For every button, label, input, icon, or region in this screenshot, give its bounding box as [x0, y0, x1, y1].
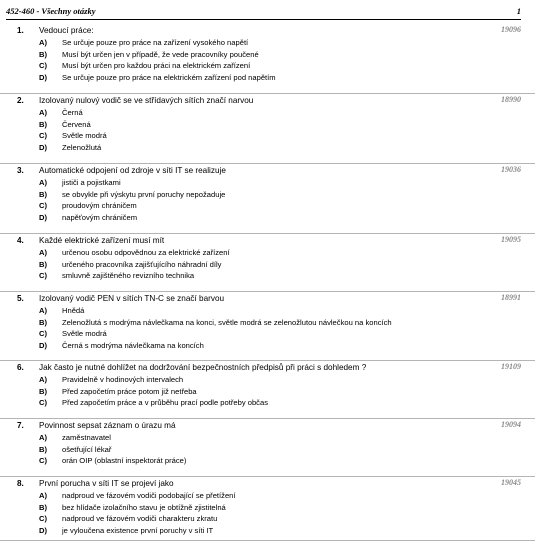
answer-text: Se určuje pouze pro práce na elektrickém zařízení pod napětím: [62, 73, 276, 83]
answer-option: [0, 433, 535, 445]
answer-letter: A): [39, 108, 48, 117]
question-id: 18991: [501, 293, 521, 302]
answer-text: určeného pracovníka zajišťujícího náhradní díly: [62, 259, 222, 269]
answer-option: [0, 526, 535, 538]
answer-text: proudovým chráničem: [62, 201, 137, 211]
answer-text: ošetřující lékař: [62, 444, 112, 454]
answer-letter: C): [39, 201, 48, 211]
answer-text: Zelenožlutá s modrýma návlečkama na konci, světle modrá se zelenožlutou návlečkou na koncích: [62, 317, 392, 327]
answer-option: [0, 375, 535, 387]
question-block: [0, 477, 535, 541]
answer-text: Hnědá: [62, 306, 85, 315]
question-block: [0, 234, 535, 292]
answer-text: určenou osobu odpovědnou za elektrické zařízení: [62, 248, 230, 257]
question-number: 8.: [17, 479, 24, 488]
answer-option: [0, 120, 535, 132]
answer-letter: D): [39, 341, 48, 351]
answer-text: jističi a pojistkami: [62, 178, 121, 187]
question-id: 19109: [501, 362, 521, 371]
question-number: 4.: [17, 236, 24, 245]
answer-option: [0, 108, 535, 120]
answer-letter: C): [39, 398, 48, 408]
question-id: 19096: [501, 25, 521, 34]
answer-option: [0, 387, 535, 399]
answer-letter: B): [39, 189, 48, 199]
answer-text: napěťovým chráničem: [62, 213, 138, 223]
question-text: Automatické odpojení od zdroje v síti IT se realizuje: [39, 166, 226, 175]
answer-option: [0, 260, 535, 272]
answer-option: [0, 143, 535, 155]
question-header: [0, 24, 535, 38]
question-id: 19094: [501, 420, 521, 429]
answer-text: nadproud ve fázovém vodiči podobající se přetížení: [62, 491, 236, 500]
header-title: 452-460 - Všechny otázky: [6, 6, 96, 16]
answer-text: orán OIP (oblastní inspektorát práce): [62, 456, 187, 466]
question-header: [0, 361, 535, 375]
question-id: 19095: [501, 235, 521, 244]
question-header: [0, 477, 535, 491]
answer-option: [0, 445, 535, 457]
answer-text: se obvykle při výskytu první poruchy nepožaduje: [62, 189, 226, 199]
answer-option: [0, 73, 535, 85]
question-id: 18990: [501, 95, 521, 104]
answer-letter: D): [39, 143, 48, 153]
answer-option: [0, 456, 535, 468]
answer-option: [0, 213, 535, 225]
answer-option: [0, 190, 535, 202]
question-number: 5.: [17, 294, 24, 303]
question-block: [0, 94, 535, 164]
question-number: 3.: [17, 166, 24, 175]
answer-letter: D): [39, 73, 48, 83]
answer-option: [0, 329, 535, 341]
answer-letter: A): [39, 178, 48, 187]
answer-text: bez hlídače izolačního stavu je obtížně zjistitelná: [62, 502, 226, 512]
question-header: [0, 234, 535, 248]
question-text: První porucha v síti IT se projeví jako: [39, 479, 174, 488]
answer-option: [0, 178, 535, 190]
answer-letter: D): [39, 213, 48, 223]
answer-text: Černá s modrýma návlečkama na koncích: [62, 341, 204, 351]
answer-option: [0, 50, 535, 62]
answer-text: Světle modrá: [62, 131, 107, 141]
answer-option: [0, 61, 535, 73]
answer-option: [0, 514, 535, 526]
answer-text: Světle modrá: [62, 329, 107, 339]
answer-option: [0, 398, 535, 410]
question-text: Jak často je nutné dohlížet na dodržování bezpečnostních předpisů při práci s dohledem ?: [39, 363, 367, 372]
answer-option: [0, 341, 535, 353]
question-block: [0, 164, 535, 234]
answer-letter: C): [39, 61, 48, 71]
answer-option: [0, 491, 535, 503]
answer-text: Před započetím práce a v průběhu prací podle potřeby občas: [62, 398, 268, 408]
question-number: 7.: [17, 421, 24, 430]
answer-text: Zelenožlutá: [62, 143, 102, 153]
answer-option: [0, 131, 535, 143]
answer-letter: B): [39, 386, 48, 396]
question-list: [0, 24, 535, 541]
question-id: 19036: [501, 165, 521, 174]
question-text: Izolovaný nulový vodič se ve střídavých sítích značí narvou: [39, 96, 254, 105]
question-text: Každé elektrické zařízení musí mít: [39, 236, 165, 245]
question-block: [0, 292, 535, 361]
answer-letter: B): [39, 502, 48, 512]
question-block: [0, 24, 535, 94]
question-header: [0, 419, 535, 433]
answer-letter: C): [39, 456, 48, 466]
answer-letter: A): [39, 433, 48, 442]
answer-text: Musí být určen pro každou práci na elektrickém zařízení: [62, 61, 251, 71]
answer-option: [0, 503, 535, 515]
answer-text: je vyloučena existence první poruchy v síti IT: [62, 526, 214, 536]
answer-letter: C): [39, 514, 48, 524]
question-block: [0, 361, 535, 419]
answer-letter: A): [39, 306, 48, 315]
question-header: [0, 94, 535, 108]
answer-letter: A): [39, 491, 48, 500]
answer-text: Před započetím práce potom již netřeba: [62, 386, 197, 396]
page-header: [6, 3, 521, 20]
answer-letter: B): [39, 259, 48, 269]
question-header: [0, 292, 535, 306]
question-text: Izolovaný vodič PEN v sítích TN-C se značí barvou: [39, 294, 225, 303]
answer-text: Musí být určen jen v případě, že vede pracovníky poučené: [62, 49, 259, 59]
question-number: 1.: [17, 26, 24, 35]
answer-letter: C): [39, 329, 48, 339]
question-text: Povinnost sepsat záznam o úrazu má: [39, 421, 176, 430]
answer-letter: A): [39, 375, 48, 384]
answer-text: zaměstnavatel: [62, 433, 111, 442]
answer-letter: B): [39, 317, 48, 327]
answer-letter: A): [39, 248, 48, 257]
question-text: Vedoucí práce:: [39, 26, 94, 35]
answer-text: Černá: [62, 108, 83, 117]
answer-option: [0, 306, 535, 318]
answer-text: nadproud ve fázovém vodiči charakteru zkratu: [62, 514, 218, 524]
answer-letter: B): [39, 444, 48, 454]
question-header: [0, 164, 535, 178]
answer-letter: B): [39, 119, 48, 129]
answer-option: [0, 248, 535, 260]
question-id: 19045: [501, 478, 521, 487]
answer-option: [0, 271, 535, 283]
answer-text: smluvně zajištěného revizního technika: [62, 271, 195, 281]
question-number: 2.: [17, 96, 24, 105]
answer-text: Pravidelně v hodinových intervalech: [62, 375, 184, 384]
answer-letter: A): [39, 38, 48, 47]
page-number: 1: [516, 6, 521, 16]
answer-letter: D): [39, 526, 48, 536]
question-block: [0, 419, 535, 477]
answer-option: [0, 318, 535, 330]
question-number: 6.: [17, 363, 24, 372]
answer-letter: C): [39, 271, 48, 281]
answer-text: Se určuje pouze pro práce na zařízení vysokého napětí: [62, 38, 249, 47]
answer-option: [0, 38, 535, 50]
answer-text: Červená: [62, 119, 91, 129]
answer-option: [0, 201, 535, 213]
answer-letter: B): [39, 49, 48, 59]
answer-letter: C): [39, 131, 48, 141]
